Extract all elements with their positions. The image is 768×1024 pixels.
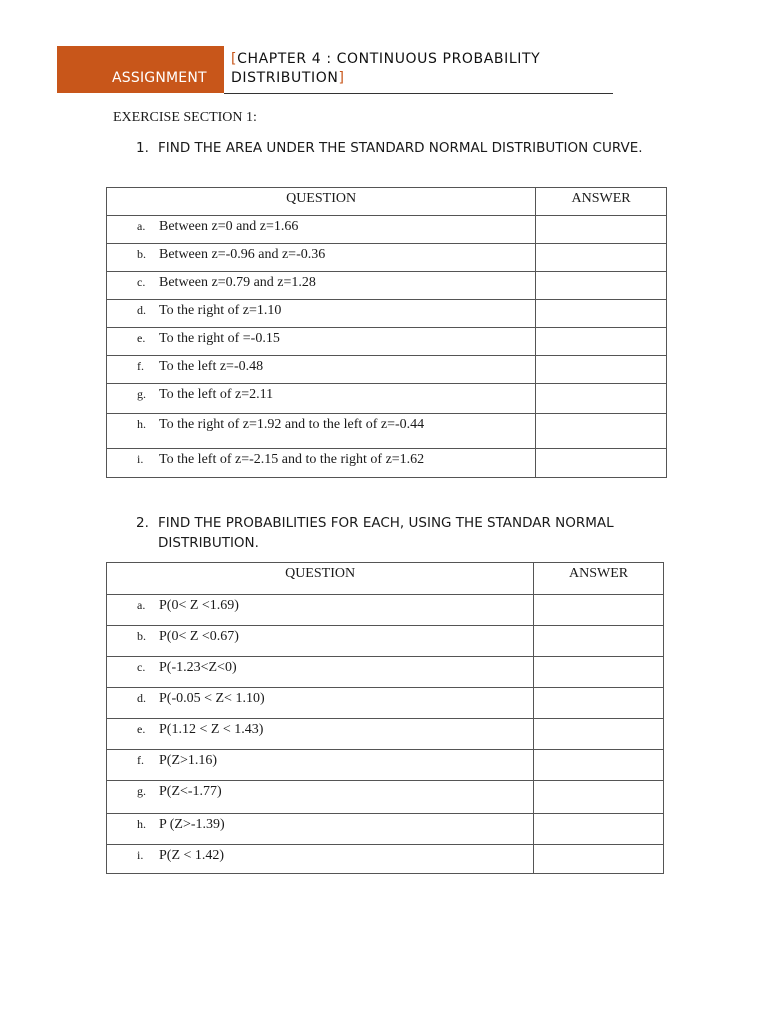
question-cell bbox=[107, 750, 534, 781]
table-row bbox=[107, 356, 667, 384]
question-text: FIND THE AREA UNDER THE STANDARD NORMAL DISTRIBUTION CURVE. bbox=[158, 140, 643, 156]
chapter-title-line1: CHAPTER 4 : CONTINUOUS PROBABILITY bbox=[237, 51, 541, 67]
question-cell bbox=[107, 657, 534, 688]
question-column-header: QUESTION bbox=[107, 563, 534, 595]
question-cell bbox=[107, 328, 536, 356]
table-row bbox=[107, 814, 664, 845]
table-row bbox=[107, 781, 664, 814]
item-question: To the left of z=-2.15 and to the right of z=1.62 bbox=[159, 452, 425, 467]
item-letter: c. bbox=[137, 275, 146, 289]
item-letter: i. bbox=[137, 452, 144, 466]
question-column-header: QUESTION bbox=[107, 188, 536, 216]
question-cell bbox=[107, 626, 534, 657]
table-row bbox=[107, 750, 664, 781]
item-question: To the left of z=2.11 bbox=[159, 387, 274, 402]
item-letter: c. bbox=[137, 660, 146, 674]
chapter-title bbox=[231, 50, 611, 88]
item-question: To the left z=-0.48 bbox=[159, 359, 264, 374]
question-1-prompt bbox=[136, 138, 656, 158]
question-cell bbox=[107, 449, 536, 478]
item-question: Between z=0.79 and z=1.28 bbox=[159, 275, 316, 290]
item-question: P(Z < 1.42) bbox=[159, 848, 225, 863]
item-question: P(-0.05 < Z< 1.10) bbox=[159, 691, 265, 706]
item-question: P(Z<-1.77) bbox=[159, 784, 222, 799]
table-row bbox=[107, 657, 664, 688]
item-letter: a. bbox=[137, 598, 146, 612]
answer-column-header: ANSWER bbox=[534, 563, 664, 595]
item-question: P(1.12 < Z < 1.43) bbox=[159, 722, 264, 737]
table-row bbox=[107, 688, 664, 719]
item-letter: i. bbox=[137, 848, 144, 862]
header-divider bbox=[224, 93, 613, 94]
item-letter: g. bbox=[137, 784, 146, 798]
area-table bbox=[106, 187, 667, 478]
table-row bbox=[107, 626, 664, 657]
item-letter: b. bbox=[137, 247, 146, 261]
answer-cell[interactable] bbox=[534, 781, 664, 814]
question-cell bbox=[107, 216, 536, 244]
item-question: P (Z>-1.39) bbox=[159, 817, 225, 832]
answer-cell[interactable] bbox=[536, 449, 667, 478]
item-question: To the right of =-0.15 bbox=[159, 331, 280, 346]
item-letter: h. bbox=[137, 417, 146, 431]
table-row bbox=[107, 244, 667, 272]
item-letter: f. bbox=[137, 753, 144, 767]
assignment-label: ASSIGNMENT bbox=[112, 70, 207, 86]
item-letter: h. bbox=[137, 817, 146, 831]
answer-cell[interactable] bbox=[536, 272, 667, 300]
item-letter: e. bbox=[137, 722, 146, 736]
answer-cell[interactable] bbox=[534, 595, 664, 626]
item-question: To the right of z=1.92 and to the left of z=-0.44 bbox=[159, 417, 425, 432]
question-2-prompt bbox=[136, 513, 656, 553]
question-cell bbox=[107, 384, 536, 414]
question-cell bbox=[107, 595, 534, 626]
answer-cell[interactable] bbox=[536, 356, 667, 384]
table-row bbox=[107, 328, 667, 356]
item-letter: d. bbox=[137, 303, 146, 317]
bracket-close: ] bbox=[338, 70, 345, 86]
table-row bbox=[107, 272, 667, 300]
question-cell bbox=[107, 688, 534, 719]
bracket-open: [ bbox=[231, 51, 238, 67]
assignment-badge bbox=[57, 46, 224, 93]
answer-cell[interactable] bbox=[536, 414, 667, 449]
item-letter: d. bbox=[137, 691, 146, 705]
table-row bbox=[107, 719, 664, 750]
question-cell bbox=[107, 814, 534, 845]
table-row bbox=[107, 414, 667, 449]
answer-cell[interactable] bbox=[534, 688, 664, 719]
table-row bbox=[107, 449, 667, 478]
answer-cell[interactable] bbox=[536, 216, 667, 244]
question-text: FIND THE PROBABILITIES FOR EACH, USING THE STANDAR NORMAL DISTRIBUTION. bbox=[158, 515, 614, 551]
answer-cell[interactable] bbox=[534, 657, 664, 688]
probability-table bbox=[106, 562, 664, 874]
item-question: To the right of z=1.10 bbox=[159, 303, 282, 318]
question-cell bbox=[107, 414, 536, 449]
question-cell bbox=[107, 300, 536, 328]
question-number: 2. bbox=[136, 515, 149, 531]
item-letter: f. bbox=[137, 359, 144, 373]
question-cell bbox=[107, 272, 536, 300]
answer-cell[interactable] bbox=[534, 750, 664, 781]
item-question: P(0< Z <1.69) bbox=[159, 598, 239, 613]
section-title: EXERCISE SECTION 1: bbox=[113, 110, 257, 125]
answer-cell[interactable] bbox=[536, 328, 667, 356]
question-cell bbox=[107, 781, 534, 814]
item-question: P(0< Z <0.67) bbox=[159, 629, 239, 644]
answer-cell[interactable] bbox=[536, 244, 667, 272]
item-question: Between z=0 and z=1.66 bbox=[159, 219, 299, 234]
item-letter: b. bbox=[137, 629, 146, 643]
question-cell bbox=[107, 356, 536, 384]
answer-cell[interactable] bbox=[534, 719, 664, 750]
question-cell bbox=[107, 244, 536, 272]
question-cell bbox=[107, 719, 534, 750]
table-row bbox=[107, 845, 664, 874]
answer-cell[interactable] bbox=[534, 814, 664, 845]
question-number: 1. bbox=[136, 140, 149, 156]
chapter-title-line2: DISTRIBUTION bbox=[231, 70, 339, 86]
item-letter: e. bbox=[137, 331, 146, 345]
item-letter: g. bbox=[137, 387, 146, 401]
table-row bbox=[107, 300, 667, 328]
table-row bbox=[107, 595, 664, 626]
item-question: P(-1.23<Z<0) bbox=[159, 660, 237, 675]
answer-cell[interactable] bbox=[534, 626, 664, 657]
item-question: Between z=-0.96 and z=-0.36 bbox=[159, 247, 326, 262]
question-cell bbox=[107, 845, 534, 874]
answer-column-header: ANSWER bbox=[536, 188, 667, 216]
answer-cell[interactable] bbox=[536, 300, 667, 328]
answer-cell[interactable] bbox=[536, 384, 667, 414]
item-question: P(Z>1.16) bbox=[159, 753, 218, 768]
table-row bbox=[107, 216, 667, 244]
answer-cell[interactable] bbox=[534, 845, 664, 874]
table-row bbox=[107, 384, 667, 414]
item-letter: a. bbox=[137, 219, 146, 233]
